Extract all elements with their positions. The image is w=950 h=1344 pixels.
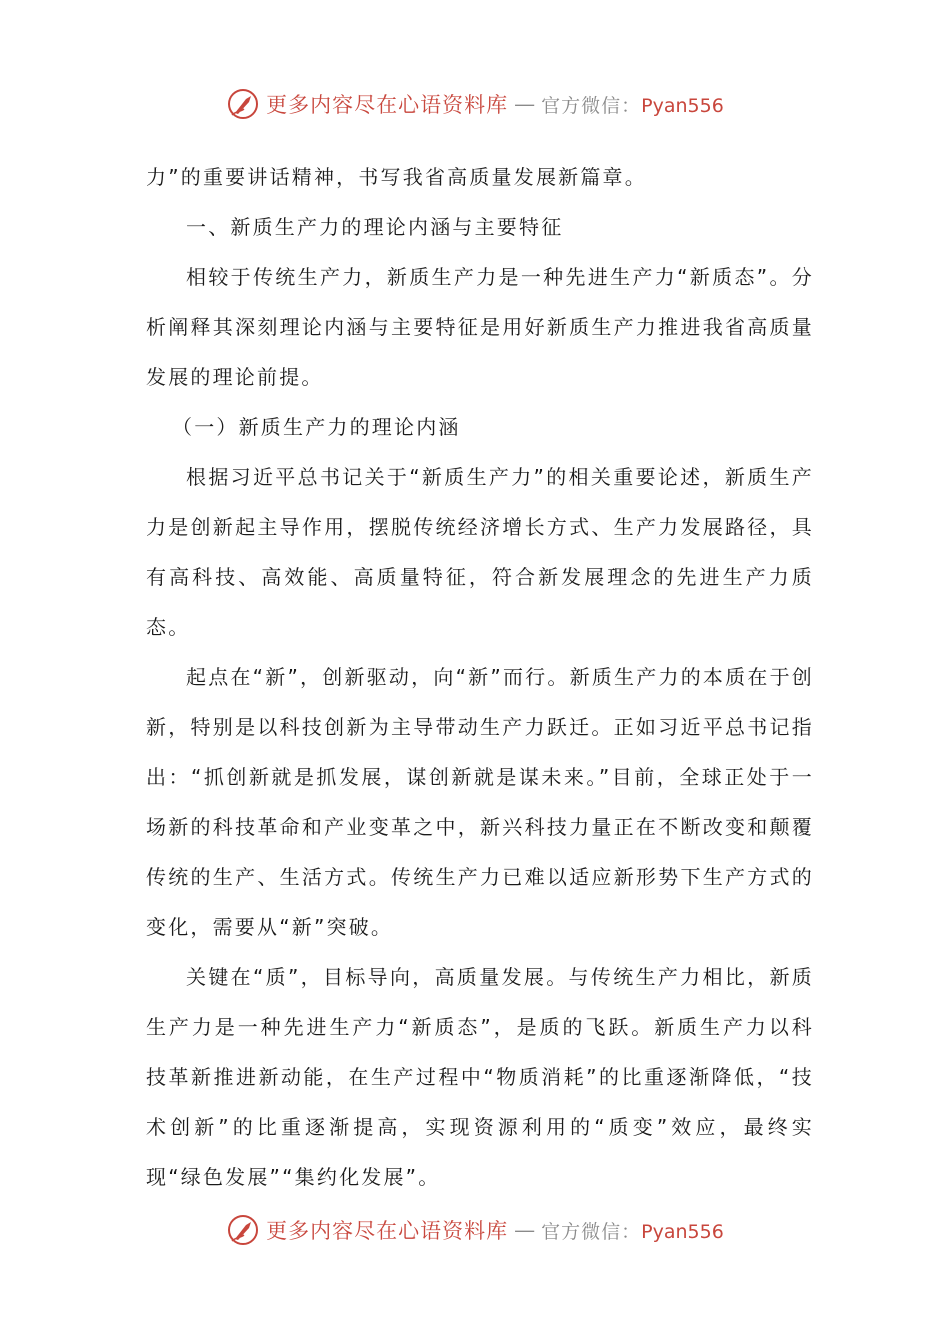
watermark-brand: 更多内容尽在心语资料库	[266, 1219, 509, 1243]
watermark-contact-label: 官方微信：	[541, 94, 642, 117]
watermark-handle: Pyan556	[641, 1220, 724, 1243]
footer-watermark	[0, 1210, 950, 1250]
watermark-separator: —	[514, 1218, 536, 1242]
header-watermark	[0, 84, 950, 124]
paragraph-intro: 相较于传统生产力，新质生产力是一种先进生产力“新质态”。分析阐释其深刻理论内涵与主要特征是用好新质生产力推进我省高质量发展的理论前提。	[146, 265, 814, 389]
document-body	[146, 152, 814, 1202]
paragraph-definition: 根据习近平总书记关于“新质生产力”的相关重要论述，新质生产力是创新起主导作用，摆脱传统经济增长方式、生产力发展路径，具有高科技、高效能、高质量特征，符合新发展理念的先进生产力质态。	[146, 465, 814, 639]
pen-nib-icon	[226, 87, 260, 121]
paragraph-continuation: 力”的重要讲话精神，书写我省高质量发展新篇章。	[146, 165, 647, 189]
watermark-contact	[541, 91, 724, 118]
section-heading: 一、新质生产力的理论内涵与主要特征	[186, 215, 564, 239]
subsection-heading: （一）新质生产力的理论内涵	[172, 415, 461, 439]
watermark-contact-label: 官方微信：	[541, 1220, 642, 1243]
watermark-separator: —	[514, 92, 536, 116]
pen-nib-icon	[226, 1213, 260, 1247]
watermark-handle: Pyan556	[641, 94, 724, 117]
paragraph-innovation: 起点在“新”，创新驱动，向“新”而行。新质生产力的本质在于创新，特别是以科技创新为主导带动生产力跃迁。正如习近平总书记指出：“抓创新就是抓发展，谋创新就是谋未来。”目前，全球正处于一场新的科技革命和产业变革之中，新兴科技力量正在不断改变和颠覆传统的生产、生活方式。传统生产力已难以适应新形势下生产方式的变化，需要从“新”突破。	[146, 665, 814, 939]
watermark-contact	[541, 1217, 724, 1244]
paragraph-quality: 关键在“质”，目标导向，高质量发展。与传统生产力相比，新质生产力是一种先进生产力“新质态”，是质的飞跃。新质生产力以科技革新推进新动能，在生产过程中“物质消耗”的比重逐渐降低，“技术创新”的比重逐渐提高，实现资源利用的“质变”效应，最终实现“绿色发展”“集约化发展”。	[146, 965, 814, 1189]
watermark-brand: 更多内容尽在心语资料库	[266, 93, 509, 117]
